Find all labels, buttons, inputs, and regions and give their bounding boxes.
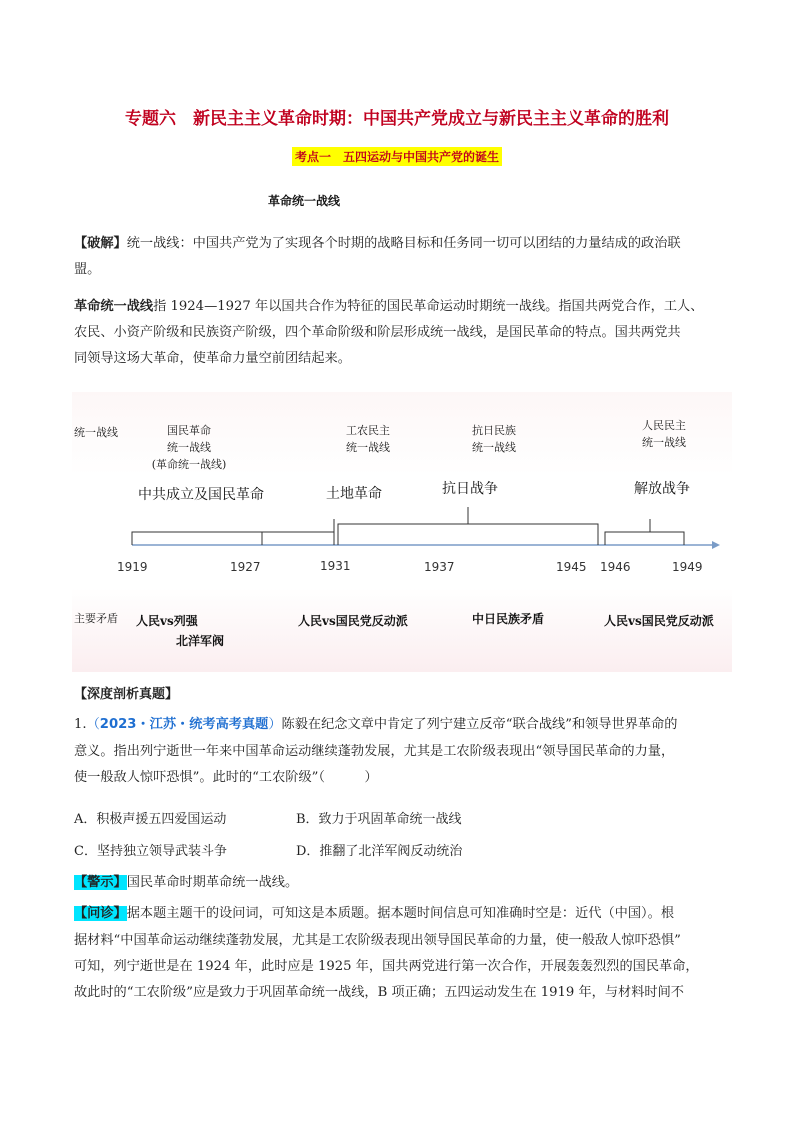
kaodian-label: 考点一 五四运动与中国共产党的诞生: [292, 147, 502, 166]
question-source-open: （: [86, 717, 100, 732]
intro-line-1b: 盟。: [74, 262, 101, 277]
front-1: 国民革命 统一战线 (革命统一战线): [151, 424, 227, 471]
intro-line-3: 农民、小资产阶级和民族资产阶级，四个革命阶级和阶层形成统一战线，是国民革命的特点。国共两党共: [74, 325, 681, 340]
question-line-3: 使一般敌人惊吓恐惧”。此时的“工农阶级”（ ）: [74, 770, 378, 785]
page-title: 专题六 新民主主义革命时期：中国共产党成立与新民主主义革命的胜利: [125, 109, 669, 129]
option-b[interactable]: B．致力于巩固革命统一战线: [296, 812, 462, 827]
front-4: 人民民主 统一战线: [642, 419, 686, 449]
period-3: 抗日战争: [442, 481, 498, 497]
bracket-3: [338, 524, 598, 545]
section-title: 【深度剖析真题】: [74, 687, 179, 702]
conflict-4: 人民vs国民党反动派: [604, 614, 714, 628]
kaodian-wrap: [0, 146, 794, 166]
question-text-1: 陈毅在纪念文章中肯定了列宁建立反帝“联合战线”和领导世界革命的: [281, 717, 678, 732]
question-line-2: 意义。指出列宁逝世一年来中国革命运动继续蓬勃发展，尤其是工农阶级表现出“领导国民革命的力量，: [74, 744, 675, 759]
bracket-1-right: [262, 532, 334, 545]
option-a[interactable]: A．积极声援五四爱国运动: [74, 812, 227, 827]
conflict-2: 人民vs国民党反动派: [298, 614, 408, 628]
diagnosis-line-1: [74, 901, 729, 927]
row-label-front: 统一战线: [74, 426, 118, 439]
option-d[interactable]: D．推翻了北洋军阀反动统治: [296, 844, 463, 859]
intro-line-1: [74, 231, 729, 257]
diagnosis-line-2: 据材料“中国革命运动继续蓬勃发展，尤其是工农阶级表现出领导国民革命的力量，使一般敌人惊吓恐惧”: [74, 933, 681, 948]
year-1949: 1949: [672, 560, 703, 574]
intro-text-2: 指 1924—1927 年以国共合作为特征的国民革命运动时期统一战线。指国共两党合作，工人、: [153, 299, 704, 314]
front-2: 工农民主 统一战线: [346, 424, 390, 454]
diagnosis-text-1: 据本题主题干的设问词，可知这是本质题。据本题时间信息可知准确时空是：近代（中国）。根: [126, 906, 675, 921]
intro-line-4: 同领导这场大革命，使革命力量空前团结起来。: [74, 351, 351, 366]
year-1937: 1937: [424, 560, 455, 574]
warning-tag: 【警示】: [74, 875, 127, 890]
year-1946: 1946: [600, 560, 631, 574]
question-source-close: ）: [268, 717, 282, 732]
option-c[interactable]: C．坚持独立领导武装斗争: [74, 844, 227, 859]
conflict-3: 中日民族矛盾: [472, 612, 545, 626]
diagnosis-line-3: 可知，列宁逝世是在 1924 年，此时应是 1925 年，国共两党进行第一次合作，开展轰轰烈烈的国民革命，: [74, 959, 699, 974]
diagnosis-tag: 【问诊】: [74, 906, 127, 921]
conflict-1a: 人民vs列强: [136, 614, 198, 628]
intro-text-1: 统一战线：中国共产党为了实现各个时期的战略目标和任务同一切可以团结的力量结成的政治联: [126, 236, 681, 251]
warning-text: 国民革命时期革命统一战线。: [126, 875, 299, 890]
question-number: 1.: [74, 717, 87, 732]
subtitle: 革命统一战线: [268, 194, 341, 208]
row-label-conflict: 主要矛盾: [74, 612, 118, 625]
year-1927: 1927: [230, 560, 261, 574]
diagnosis-line-4: 故此时的“工农阶级”应是致力于巩固革命统一战线，B 项正确；五四运动发生在 1919 年，与材料时间不: [74, 985, 684, 1000]
year-1945: 1945: [556, 560, 587, 574]
warning-line: [74, 870, 729, 896]
conflict-1b: 北洋军阀: [176, 634, 225, 648]
year-1919: 1919: [117, 560, 148, 574]
bracket-1-left: [132, 532, 262, 545]
question-line-1: [74, 712, 729, 738]
intro-bold-term: 革命统一战线: [74, 299, 154, 314]
intro-tag: 【破解】: [74, 236, 127, 251]
bracket-4: [605, 532, 684, 545]
timeline-diagram: [72, 392, 732, 672]
period-2: 土地革命: [326, 486, 382, 502]
period-4: 解放战争: [634, 481, 690, 497]
intro-line-2: [74, 294, 729, 320]
front-3: 抗日民族 统一战线: [472, 424, 516, 454]
period-1: 中共成立及国民革命: [138, 487, 264, 503]
year-1931: 1931: [320, 559, 351, 573]
timeline-arrow: [712, 541, 720, 549]
question-source: 2023・江苏・统考高考真题: [99, 717, 269, 732]
